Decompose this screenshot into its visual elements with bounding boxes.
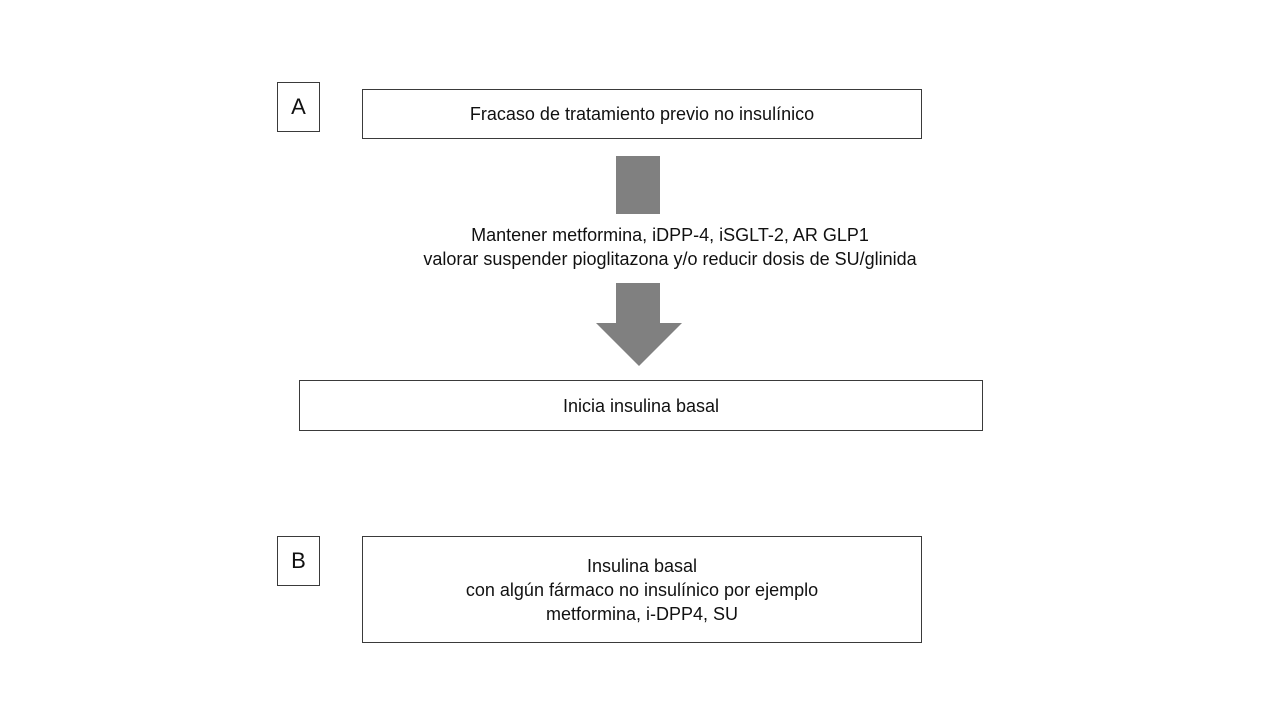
maintain-medication-line-2: valorar suspender pioglitazona y/o reducir dosis de SU/glinida	[423, 249, 917, 269]
section-a-label	[277, 82, 320, 132]
start-basal-insulin-box	[299, 380, 983, 431]
treatment-failure-text: Fracaso de tratamiento previo no insulínico	[469, 104, 815, 124]
connector-bar	[616, 156, 660, 214]
connector-bar-shape	[616, 156, 660, 214]
treatment-failure-box	[362, 89, 922, 139]
down-arrow-shape	[596, 283, 682, 366]
basal-insulin-combo-line-3: metformina, i-DPP4, SU	[545, 603, 739, 624]
section-a-label-text: A	[291, 94, 306, 119]
basal-insulin-combo-line-1: Insulina basal	[586, 555, 698, 576]
down-arrow	[595, 283, 683, 367]
basal-insulin-combo-line-2: con algún fármaco no insulínico por ejemplo	[465, 579, 819, 600]
start-basal-insulin-text: Inicia insulina basal	[562, 395, 720, 416]
section-b-label	[277, 536, 320, 586]
section-b-label-text: B	[291, 548, 306, 573]
basal-insulin-combo-box	[362, 536, 922, 643]
maintain-medication-text	[300, 223, 1040, 271]
maintain-medication-line-1: Mantener metformina, iDPP-4, iSGLT-2, AR GLP1	[471, 225, 869, 245]
